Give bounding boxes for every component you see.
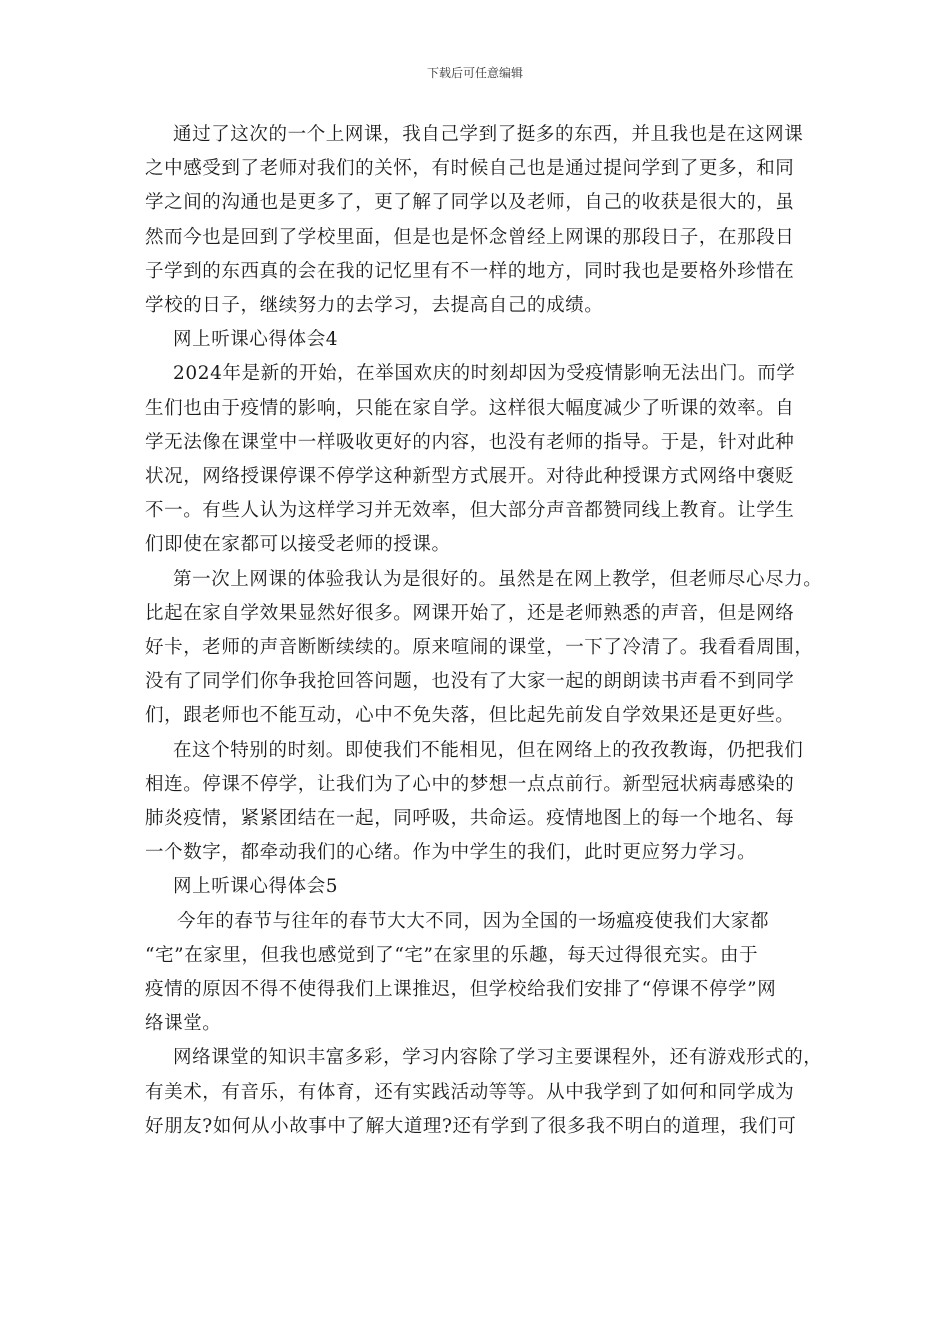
text-line: 然而今也是回到了学校里面，但是也是怀念曾经上网课的那段日子，在那段日 <box>145 226 795 248</box>
text-line: 们，跟老师也不能互动，心中不免失落，但比起先前发自学效果还是更好些。 <box>145 705 795 727</box>
paragraph <box>145 563 823 734</box>
text-line: 肺炎疫情，紧紧团结在一起，同呼吸，共命运。疫情地图上的每一个地名、每 <box>145 808 795 830</box>
text-line: 比起在家自学效果显然好很多。网课开始了，还是老师熟悉的声音，但是网络 <box>145 602 795 624</box>
paragraph <box>145 1041 823 1144</box>
paragraph <box>145 734 807 871</box>
text-line: 第一次上网课的体验我认为是很好的。虽然是在网上教学，但老师尽心尽力。 <box>173 568 823 590</box>
text-line: 一个数字，都牵动我们的心绪。作为中学生的我们，此时更应努力学习。 <box>145 842 757 864</box>
paragraph <box>145 905 807 1042</box>
text-line: 生们也由于疫情的影响，只能在家自学。这样很大幅度减少了听课的效率。自 <box>145 397 795 419</box>
text-line: “宅”在家里，但我也感觉到了“宅”在家里的乐趣，每天过得很充实。由于 <box>145 944 759 966</box>
text-line: 相连。停课不停学，让我们为了心中的梦想一点点前行。新型冠状病毒感染的 <box>145 773 795 795</box>
text-line: 学校的日子，继续努力的去学习，去提高自己的成绩。 <box>145 295 604 317</box>
text-line: 疫情的原因不得不使得我们上课推迟，但学校给我们安排了“停课不停学”网 <box>145 979 777 1001</box>
text-line: 之中感受到了老师对我们的关怀，有时候自己也是通过提问学到了更多，和同 <box>145 158 795 180</box>
text-line: 没有了同学们你争我抢回答问题，也没有了大家一起的朗朗读书声看不到同学 <box>145 671 795 693</box>
text-line: 通过了这次的一个上网课，我自己学到了挺多的东西，并且我也是在这网课 <box>173 124 804 145</box>
page-header: 下载后可任意编辑 <box>426 66 523 80</box>
text-line: 网络课堂的知识丰富多彩，学习内容除了学习主要课程外，还有游戏形式的， <box>173 1047 823 1069</box>
text-line: 2024年是新的开始，在举国欢庆的时刻却因为受疫情影响无法出门。而学 <box>173 363 796 385</box>
text-line: 在这个特别的时刻。即使我们不能相见，但在网络上的孜孜教诲，仍把我们 <box>173 739 804 761</box>
text-line: 好朋友?如何从小故事中了解大道理?还有学到了很多我不明白的道理，我们可 <box>145 1115 797 1137</box>
text-line: 络课堂。 <box>145 1013 222 1035</box>
text-line: 子学到的东西真的会在我的记忆里有不一样的地方，同时我也是要格外珍惜在 <box>145 260 795 282</box>
text-line: 今年的春节与往年的春节大大不同，因为全国的一场瘟疫使我们大家都 <box>177 910 770 932</box>
text-line: 状况，网络授课停课不停学这种新型方式展开。对待此种授课方式网络中褒贬 <box>145 466 795 488</box>
text-line: 们即使在家都可以接受老师的授课。 <box>145 534 451 556</box>
text-line: 学无法像在课堂中一样吸收更好的内容，也没有老师的指导。于是，针对此种 <box>145 431 795 453</box>
text-line: 有美术，有音乐，有体育，还有实践活动等等。从中我学到了如何和同学成为 <box>145 1081 795 1103</box>
section-heading: 网上听课心得体会4 <box>173 329 339 351</box>
text-line: 好卡，老师的声音断断续续的。原来喧闹的课堂，一下了冷清了。我看看周围， <box>145 637 814 659</box>
paragraph <box>145 357 807 562</box>
text-line: 不一。有些人认为这样学习并无效率，但大部分声音都赞同线上教育。让学生 <box>145 500 795 522</box>
text-line: 学之间的沟通也是更多了，更了解了同学以及老师，自己的收获是很大的，虽 <box>145 192 795 214</box>
paragraph <box>145 118 807 323</box>
document-body <box>145 118 823 1144</box>
section-heading: 网上听课心得体会5 <box>173 876 339 898</box>
